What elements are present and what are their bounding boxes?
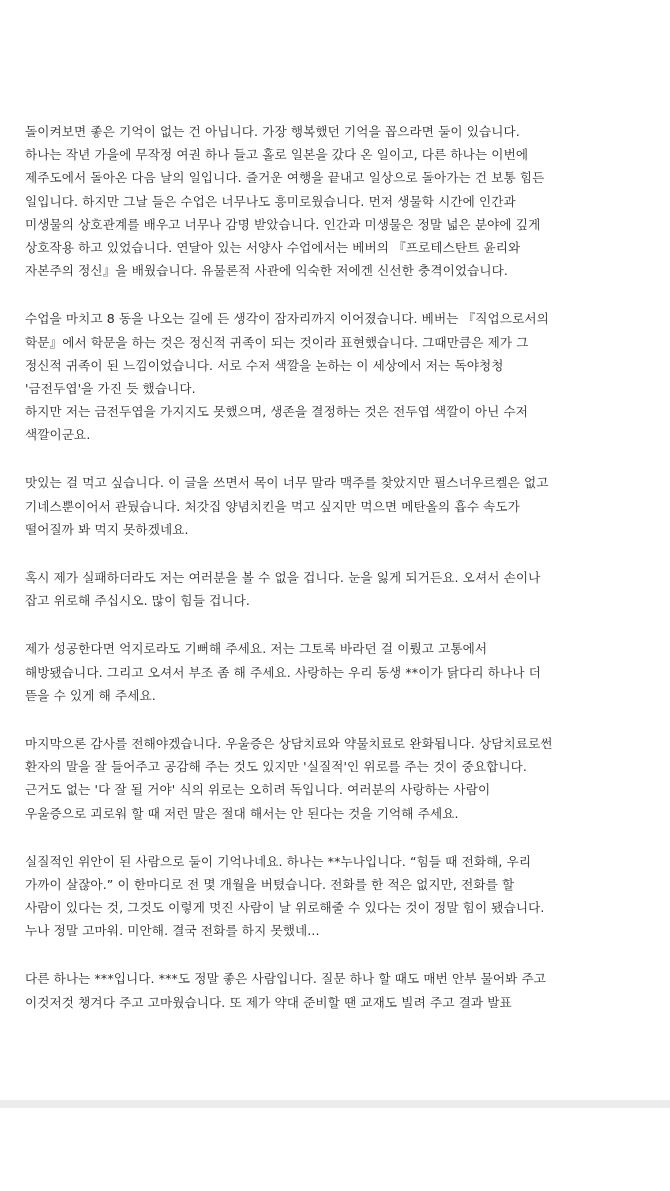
text-line: 혹시 제가 실패하더라도 저는 여러분을 볼 수 없을 겁니다. 눈을 잃게 되거든요. 오셔서 손이나 [25,570,541,585]
text-line: 하지만 저는 금전두엽을 가지지도 못했으며, 생존을 결정하는 것은 전두엽 색깔이 아닌 수저 [25,404,529,420]
text-line: 실질적인 위안이 된 사람으로 둘이 기억나네요. 하나는 **누나입니다. “힘들 때 전화해, 우리 [25,853,532,869]
text-line: 해방됐습니다. 그리고 오셔서 부조 좀 해 주세요. 사랑하는 우리 동생 **이가 닭다리 하나나 더 [25,664,541,680]
text-line: 누나 정말 고마워. 미안해. 결국 전화를 하지 못했네... [25,923,320,939]
paragraph [25,967,625,1013]
paragraph [25,637,625,707]
text-line: 기네스뿐이어서 관뒀습니다. 처갓집 양념치킨을 먹고 싶지만 먹으면 메탄올의 흡수 속도가 [25,498,520,514]
paragraph [25,850,625,943]
text-line: '금전두엽'을 가진 듯 했습니다. [25,380,196,396]
document-body [25,120,625,1039]
text-line: 환자의 말을 잘 들어주고 공감해 주는 것도 있지만 '실질적'인 위로를 주는 것이 중요합니다. [25,759,528,775]
page-divider [0,1100,670,1108]
paragraph [25,120,625,282]
blank-area [0,1108,670,1191]
text-line: 제가 성공한다면 억지로라도 기뻐해 주세요. 저는 그토록 바라던 걸 이뤘고 고통에서 [25,641,488,657]
text-line: 떨어질까 봐 먹지 못하겠네요. [25,521,189,537]
text-line: 이것저것 챙겨다 주고 고마웠습니다. 또 제가 약대 준비할 땐 교재도 빌려 주고 결과 발표 [25,994,512,1010]
paragraph [25,732,625,825]
text-line: 가까이 살잖아.” 이 한마디로 전 몇 개월을 버텼습니다. 전화를 한 적은 없지만, 전화를 할 [25,876,515,892]
paragraph [25,471,625,541]
text-line: 잡고 위로해 주십시오. 많이 힘들 겁니다. [25,593,250,609]
text-line: 제주도에서 돌아온 다음 날의 일입니다. 즐거운 여행을 끝내고 일상으로 돌아가는 건 보통 힘든 [25,170,545,186]
text-line: 맛있는 걸 먹고 싶습니다. 이 글을 쓰면서 목이 너무 말라 맥주를 찾았지만 필스너우르켈은 없고 [25,475,549,491]
text-line: 자본주의 정신』을 배웠습니다. 유물론적 사관에 익숙한 저에겐 신선한 충격이었습니다. [25,263,509,279]
text-line: 상호작용 하고 있었습니다. 연달아 있는 서양사 수업에서는 베버의 『프로테스탄트 윤리와 [25,239,521,255]
text-line: 정신적 귀족이 된 느낌이었습니다. 서로 수저 색깔을 논하는 이 세상에서 저는 독야청청 [25,357,504,373]
text-line: 학문』에서 학문을 하는 것은 정신적 귀족이 되는 것이라 표현했습니다. 그때만큼은 제가 그 [25,334,529,350]
paragraph [25,307,625,446]
text-line: 다른 하나는 ***입니다. ***도 정말 좋은 사람입니다. 질문 하나 할 때도 매번 안부 물어봐 주고 [25,971,547,987]
text-line: 하나는 작년 가을에 무작정 여권 하나 들고 홀로 일본을 갔다 온 일이고, 다른 하나는 이번에 [25,147,529,163]
text-line: 일입니다. 하지만 그날 들은 수업은 너무나도 흥미로웠습니다. 먼저 생물학 시간에 인간과 [25,193,516,209]
paragraph [25,566,625,612]
text-line: 수업을 마치고 8 동을 나오는 길에 든 생각이 잠자리까지 이어졌습니다. 베버는 『직업으로서의 [25,311,549,327]
text-line: 근거도 없는 '다 잘 될 거야' 식의 위로는 오히려 독입니다. 여러분의 사랑하는 사람이 [25,782,491,798]
text-line: 우울증으로 괴로워 할 때 저런 말은 절대 해서는 안 된다는 것을 기억해 주세요. [25,805,459,821]
text-line: 미생물의 상호관계를 배우고 너무나 감명 받았습니다. 인간과 미생물은 정말 넓은 분야에 깊게 [25,216,541,232]
text-line: 돌이켜보면 좋은 기억이 없는 건 아닙니다. 가장 행복했던 기억을 꼽으라면 둘이 있습니다. [25,124,520,139]
text-line: 색깔이군요. [25,427,91,443]
text-line: 마지막으론 감사를 전해야겠습니다. 우울증은 상담치료와 약물치료로 완화됩니다. 상담치료로썬 [25,735,553,751]
text-line: 사람이 있다는 것, 그것도 이렇게 멋진 사람이 날 위로해줄 수 있다는 것이 정말 힘이 됐습니다. [25,900,545,916]
text-line: 뜯을 수 있게 해 주세요. [25,687,156,703]
